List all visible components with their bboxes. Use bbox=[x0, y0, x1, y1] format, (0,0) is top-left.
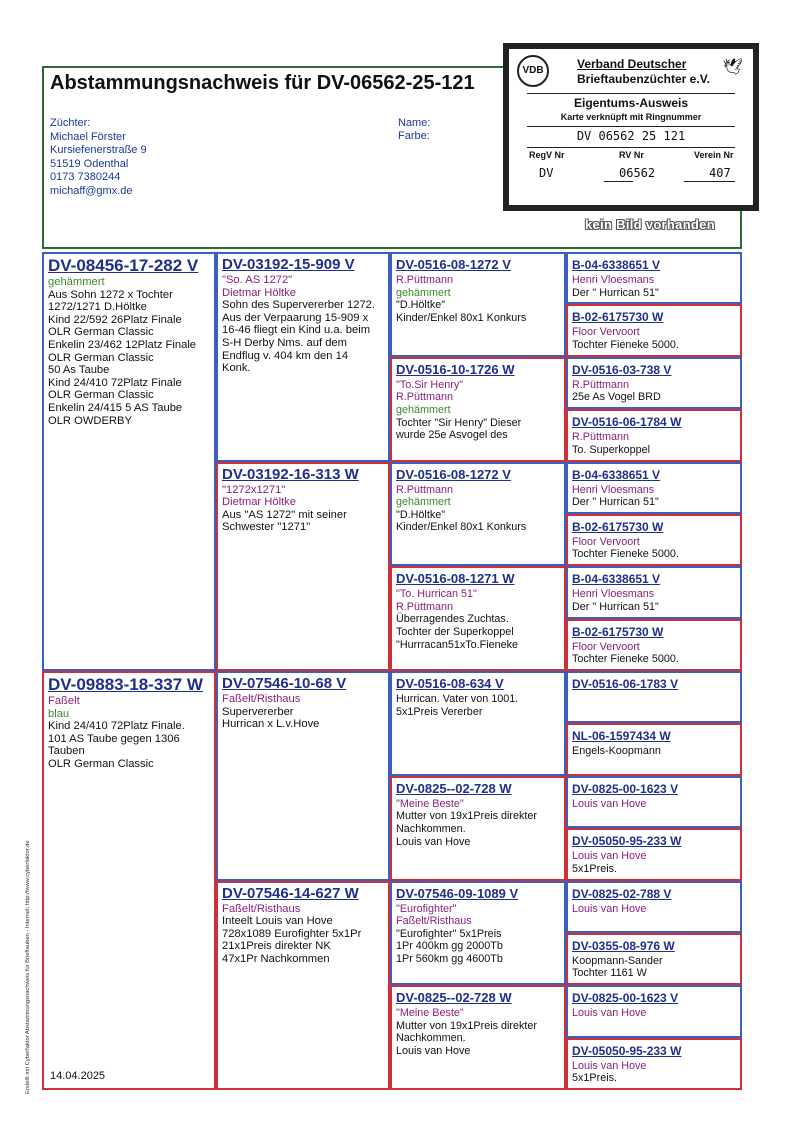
pedigree-text-line: Aus Sohn 1272 x Tochter bbox=[48, 288, 173, 301]
pedigree-text-line: Der " Hurrican 51" bbox=[572, 600, 659, 613]
card-divider bbox=[604, 181, 633, 182]
pedigree-text-line: Inteelt Louis van Hove bbox=[222, 915, 333, 928]
pedigree-text-line: Nachkommen. bbox=[396, 822, 466, 835]
pedigree-text-line: Faßelt/Risthaus bbox=[222, 693, 301, 705]
card-verein-value: 407 bbox=[709, 166, 731, 180]
ring-number: DV-0516-08-634 V bbox=[396, 676, 504, 691]
pedigree-text-line: Henri Vloesmans bbox=[572, 588, 655, 601]
card-subtitle: Karte verknüpft mit Ringnummer bbox=[560, 112, 702, 122]
pedigree-text-line: Tochter 1161 W bbox=[572, 967, 647, 980]
pedigree-text-line: S-H Derby Nms. auf dem bbox=[222, 336, 347, 349]
pedigree-cell-g4-15 bbox=[566, 985, 742, 1037]
pedigree-text-line: Sohn des Supervererber 1272. bbox=[222, 299, 375, 312]
ring-number: DV-0516-03-738 V bbox=[572, 362, 672, 377]
pedigree-text-line: "1272x1271" bbox=[222, 483, 286, 496]
ring-number: DV-0516-08-1272 V bbox=[396, 257, 511, 272]
breeder-city: 51519 Odenthal bbox=[50, 157, 129, 170]
pedigree-text-line: 1Pr 560km gg 4600Tb bbox=[396, 952, 503, 965]
pedigree-text-line: Konk. bbox=[222, 362, 251, 375]
pedigree-text-line: Mutter von 19x1Preis direkter bbox=[396, 810, 538, 823]
pedigree-text-line: 728x1089 Eurofighter 5x1Pr bbox=[222, 927, 362, 940]
card-regv-value: DV bbox=[539, 166, 554, 180]
pedigree-text-line: Louis van Hove bbox=[572, 902, 647, 915]
ring-number: DV-0516-10-1726 W bbox=[396, 361, 515, 377]
pedigree-cell-g4-5 bbox=[566, 462, 742, 514]
pedigree-cell-g2-1 bbox=[216, 252, 390, 462]
card-rv-value: 06562 bbox=[619, 166, 656, 180]
pedigree-text-line: Kinder/Enkel 80x1 Konkurs bbox=[396, 311, 527, 324]
pedigree-text-line: Kind 24/410 72Platz Finale bbox=[48, 376, 182, 389]
pedigree-text-line: "Hurrracan51xTo.Fieneke bbox=[396, 638, 519, 651]
pedigree-text-line: Hurrican x L.v.Hove bbox=[222, 718, 320, 731]
breeder-street: Kursiefenerstraße 9 bbox=[50, 144, 147, 156]
card-org-line2: Brieftaubenzüchter e.V. bbox=[577, 72, 710, 86]
pedigree-text-line: Louis van Hove bbox=[572, 1059, 647, 1072]
ring-number: DV-0516-08-1272 V bbox=[396, 466, 511, 482]
pedigree-text-line: Tochter "Sir Henry" Dieser bbox=[396, 416, 522, 429]
pedigree-text-line: "To. Hurrican 51" bbox=[396, 588, 477, 601]
ring-number: DV-07546-10-68 V bbox=[222, 675, 347, 692]
pedigree-text-line: R.Püttmann bbox=[572, 378, 630, 391]
pedigree-text-line: gehämmert bbox=[48, 276, 105, 288]
pedigree-text-line: Kind 24/410 72Platz Finale. bbox=[48, 720, 185, 733]
pedigree-text-line: Der " Hurrican 51" bbox=[572, 496, 659, 509]
pedigree-cell-g3-7 bbox=[390, 881, 566, 986]
pedigree-text-line: "So. AS 1272" bbox=[222, 274, 293, 286]
ring-number: B-04-6338651 V bbox=[572, 572, 661, 587]
ring-number: DV-0516-08-1271 W bbox=[396, 571, 515, 587]
pedigree-text-line: "Eurofighter" bbox=[396, 902, 457, 915]
pedigree-text-line: Endflug v. 404 km den 14 bbox=[222, 349, 349, 362]
ring-number: B-02-6175730 W bbox=[572, 624, 664, 639]
ownership-card bbox=[503, 43, 759, 211]
pedigree-text-line: R.Püttmann bbox=[572, 431, 630, 444]
pedigree-text-line: OLR OWDERBY bbox=[48, 414, 132, 427]
pedigree-text-line: "To.Sir Henry" bbox=[396, 378, 464, 391]
pedigree-text-line: 1Pr 400km gg 2000Tb bbox=[396, 940, 503, 953]
ring-number: DV-0825--02-728 W bbox=[396, 990, 512, 1006]
pedigree-text-line: R.Püttmann bbox=[396, 483, 454, 496]
pedigree-text-line: 5x1Preis. bbox=[572, 1072, 618, 1085]
pedigree-text-line: OLR German Classic bbox=[48, 326, 154, 339]
pedigree-cell-g4-14 bbox=[566, 933, 742, 985]
ring-number: DV-07546-09-1089 V bbox=[396, 885, 519, 901]
pedigree-cell-g4-13 bbox=[566, 881, 742, 933]
breeder-name: Michael Förster bbox=[50, 130, 126, 143]
pedigree-text-line: Überragendes Zuchtas. bbox=[396, 613, 509, 626]
pedigree-text-line: Enkelin 23/462 12Platz Finale bbox=[48, 338, 197, 351]
pedigree-text-line: R.Püttmann bbox=[396, 391, 454, 404]
page-title: Abstammungsnachweis für DV-06562-25-121 bbox=[50, 72, 475, 94]
no-image-note: kein Bild vorhanden bbox=[585, 217, 715, 232]
name-label: Name: bbox=[398, 117, 431, 129]
pedigree-text-line: Floor Vervoort bbox=[572, 640, 640, 653]
pedigree-cell-g4-3 bbox=[566, 357, 742, 409]
pedigree-cell-g3-8 bbox=[390, 985, 566, 1090]
pedigree-text-line: Louis van Hove bbox=[396, 1045, 471, 1058]
breeder-block bbox=[50, 117, 147, 198]
pedigree-text-line: wurde 25e Asvogel des bbox=[396, 429, 508, 442]
pedigree-text-line: Louis van Hove bbox=[572, 850, 647, 863]
pedigree-text-line: Enkelin 24/415 5 AS Taube bbox=[48, 401, 183, 414]
ring-number: DV-0516-06-1783 V bbox=[572, 677, 679, 691]
pedigree-cell-g2-2 bbox=[216, 462, 390, 672]
pedigree-cell-g3-5 bbox=[390, 671, 566, 776]
pedigree-text-line: R.Püttmann bbox=[396, 274, 454, 286]
pedigree-text-line: Faßelt/Risthaus bbox=[222, 902, 301, 915]
pedigree-text-line: 5x1Preis. bbox=[572, 862, 618, 875]
ring-number: DV-05050-95-233 W bbox=[572, 1043, 682, 1058]
pedigree-text-line: Koopmann-Sander bbox=[572, 954, 663, 967]
ring-number: DV-05050-95-233 W bbox=[572, 834, 682, 849]
ring-number: DV-0825-00-1623 V bbox=[572, 991, 679, 1006]
pedigree-cell-g2-3 bbox=[216, 671, 390, 881]
pedigree-text-line: 101 AS Taube gegen 1306 bbox=[48, 732, 180, 745]
card-divider bbox=[527, 147, 735, 148]
pedigree-text-line: "Eurofighter" 5x1Preis bbox=[396, 927, 502, 940]
ring-number: DV-08456-17-282 V bbox=[48, 256, 199, 275]
pedigree-text-line: blau bbox=[48, 707, 70, 720]
pedigree-cell-g4-12 bbox=[566, 828, 742, 880]
pedigree-text-line: Louis van Hove bbox=[396, 835, 471, 848]
pedigree-cell-g3-6 bbox=[390, 776, 566, 881]
pedigree-text-line: Henri Vloesmans bbox=[572, 274, 655, 286]
pedigree-text-line: Tauben bbox=[48, 745, 85, 758]
pedigree-text-line: Dietmar Höltke bbox=[222, 496, 296, 509]
pedigree-cell-g4-2 bbox=[566, 304, 742, 356]
breeder-email: michaff@gmx.de bbox=[50, 184, 133, 197]
pedigree-text-line: Nachkommen. bbox=[396, 1032, 466, 1045]
card-rv-label: RV Nr bbox=[619, 150, 644, 160]
ring-number: B-02-6175730 W bbox=[572, 310, 664, 325]
pedigree-text-line: Supervererber bbox=[222, 705, 294, 718]
pedigree-text-line: Tochter Fieneke 5000. bbox=[572, 548, 679, 561]
pedigree-text-line: Floor Vervoort bbox=[572, 326, 640, 339]
pedigree-text-line: Henri Vloesmans bbox=[572, 483, 655, 496]
pedigree-text-line: Hurrican. Vater von 1001. bbox=[396, 693, 519, 705]
pedigree-text-line: OLR German Classic bbox=[48, 757, 154, 770]
ring-number: DV-03192-15-909 V bbox=[222, 256, 355, 273]
ring-number: DV-0825--02-728 W bbox=[396, 780, 512, 796]
ring-number: B-04-6338651 V bbox=[572, 258, 661, 272]
pedigree-text-line: Dietmar Höltke bbox=[222, 286, 296, 299]
card-verein-label: Verein Nr bbox=[694, 150, 734, 160]
pedigree-text-line: "Meine Beste" bbox=[396, 1007, 464, 1020]
pedigree-text-line: OLR German Classic bbox=[48, 389, 154, 402]
generator-note: Erstellt mit Cyberfaktor Abstammungsnachweis für Brieftauben - Internet: http://www.cyberfaktor.de bbox=[25, 840, 31, 1094]
pedigree-text-line: "D.Höltke" bbox=[396, 508, 446, 521]
pedigree-text-line: Kinder/Enkel 80x1 Konkurs bbox=[396, 521, 527, 534]
vdb-logo-icon: VDB bbox=[517, 55, 549, 87]
pedigree-cell-g3-2 bbox=[390, 357, 566, 462]
card-regv-label: RegV Nr bbox=[529, 150, 565, 160]
pedigree-text-line: Der " Hurrican 51" bbox=[572, 286, 659, 299]
pedigree-text-line: Tochter der Superkoppel bbox=[396, 626, 514, 639]
pedigree-text-line: "Meine Beste" bbox=[396, 797, 464, 810]
pedigree-text-line: 1272/1271 D.Höltke bbox=[48, 301, 147, 314]
pedigree-text-line: Louis van Hove bbox=[572, 797, 647, 810]
pedigree-text-line: OLR German Classic bbox=[48, 351, 154, 364]
card-divider bbox=[527, 93, 735, 94]
pedigree-text-line: 16-46 fliegt ein Kind u.a. beim bbox=[222, 324, 371, 337]
pedigree-cell-g4-8 bbox=[566, 619, 742, 671]
pedigree-text-line: Aus der Verpaarung 15-909 x bbox=[222, 311, 369, 324]
pedigree-text-line: Faßelt bbox=[48, 695, 80, 707]
pedigree-text-line: Engels-Koopmann bbox=[572, 745, 661, 758]
pedigree-text-line: Schwester "1271" bbox=[222, 521, 311, 534]
card-org-line1: Verband Deutscher bbox=[577, 57, 687, 71]
pedigree-text-line: 47x1Pr Nachkommen bbox=[222, 952, 330, 965]
pedigree-cell-g4-6 bbox=[566, 514, 742, 566]
pedigree-text-line: 21x1Preis direkter NK bbox=[222, 940, 331, 953]
ring-number: B-02-6175730 W bbox=[572, 519, 664, 534]
pedigree-text-line: Tochter Fieneke 5000. bbox=[572, 338, 679, 351]
pedigree-cell-g4-7 bbox=[566, 566, 742, 618]
pedigree-cell-g4-10 bbox=[566, 723, 742, 775]
card-org bbox=[577, 57, 710, 87]
ring-number: NL-06-1597434 W bbox=[572, 729, 671, 744]
ring-number: DV-07546-14-627 W bbox=[222, 884, 359, 902]
card-divider bbox=[684, 181, 735, 182]
pedigree-text-line: 50 As Taube bbox=[48, 364, 110, 377]
pedigree-text-line: Kind 22/592 26Platz Finale bbox=[48, 313, 182, 326]
card-ring-number: DV 06562 25 121 bbox=[576, 129, 686, 143]
ring-number: DV-03192-16-313 W bbox=[222, 465, 359, 483]
pedigree-text-line: Louis van Hove bbox=[572, 1007, 647, 1020]
pedigree-text-line: Faßelt/Risthaus bbox=[396, 915, 472, 928]
pedigree-cell-g1-1 bbox=[42, 252, 216, 671]
pedigree-cell-g4-11 bbox=[566, 776, 742, 828]
pedigree-cell-g3-3 bbox=[390, 462, 566, 567]
pedigree-text-line: Mutter von 19x1Preis direkter bbox=[396, 1019, 538, 1032]
farbe-label: Farbe: bbox=[398, 130, 430, 142]
pigeon-icon: 🕊 bbox=[722, 59, 743, 76]
ring-number: DV-0516-06-1784 W bbox=[572, 415, 682, 430]
pedigree-cell-g4-4 bbox=[566, 409, 742, 461]
pedigree-cell-g4-16 bbox=[566, 1038, 742, 1090]
pedigree-text-line: "D.Höltke" bbox=[396, 299, 446, 312]
pedigree-cell-g4-1 bbox=[566, 252, 742, 304]
pedigree-text-line: gehämmert bbox=[396, 496, 451, 509]
ring-number: DV-0825-02-788 V bbox=[572, 886, 672, 901]
pedigree-cell-g1-2 bbox=[42, 671, 216, 1090]
card-divider bbox=[527, 126, 735, 127]
name-farbe-block bbox=[398, 117, 430, 143]
ring-number: DV-0355-08-976 W bbox=[572, 938, 675, 953]
pedigree-cell-g2-4 bbox=[216, 881, 390, 1091]
pedigree-text-line: 5x1Preis Vererber bbox=[396, 705, 483, 718]
ring-number: B-04-6338651 V bbox=[572, 467, 661, 482]
breeder-label: Züchter: bbox=[50, 117, 91, 129]
breeder-phone: 0173 7380244 bbox=[50, 171, 121, 183]
pedigree-text-line: R.Püttmann bbox=[396, 600, 454, 613]
pedigree-text-line: 25e As Vogel BRD bbox=[572, 391, 661, 404]
pedigree-text-line: Floor Vervoort bbox=[572, 535, 640, 548]
pedigree-cell-g4-9 bbox=[566, 671, 742, 723]
pedigree-cell-g3-4 bbox=[390, 566, 566, 671]
pedigree-text-line: Aus "AS 1272" mit seiner bbox=[222, 508, 347, 521]
pedigree-text-line: To. Superkoppel bbox=[572, 443, 651, 456]
pedigree-cell-g3-1 bbox=[390, 252, 566, 357]
pedigree-text-line: gehämmert bbox=[396, 286, 451, 299]
print-date: 14.04.2025 bbox=[50, 1070, 106, 1082]
pedigree-text-line: Tochter Fieneke 5000. bbox=[572, 653, 679, 666]
ring-number: DV-09883-18-337 W bbox=[48, 675, 203, 694]
card-title: Eigentums-Ausweis bbox=[573, 96, 689, 110]
ring-number: DV-0825-00-1623 V bbox=[572, 781, 679, 796]
pedigree-text-line: gehämmert bbox=[396, 403, 451, 416]
